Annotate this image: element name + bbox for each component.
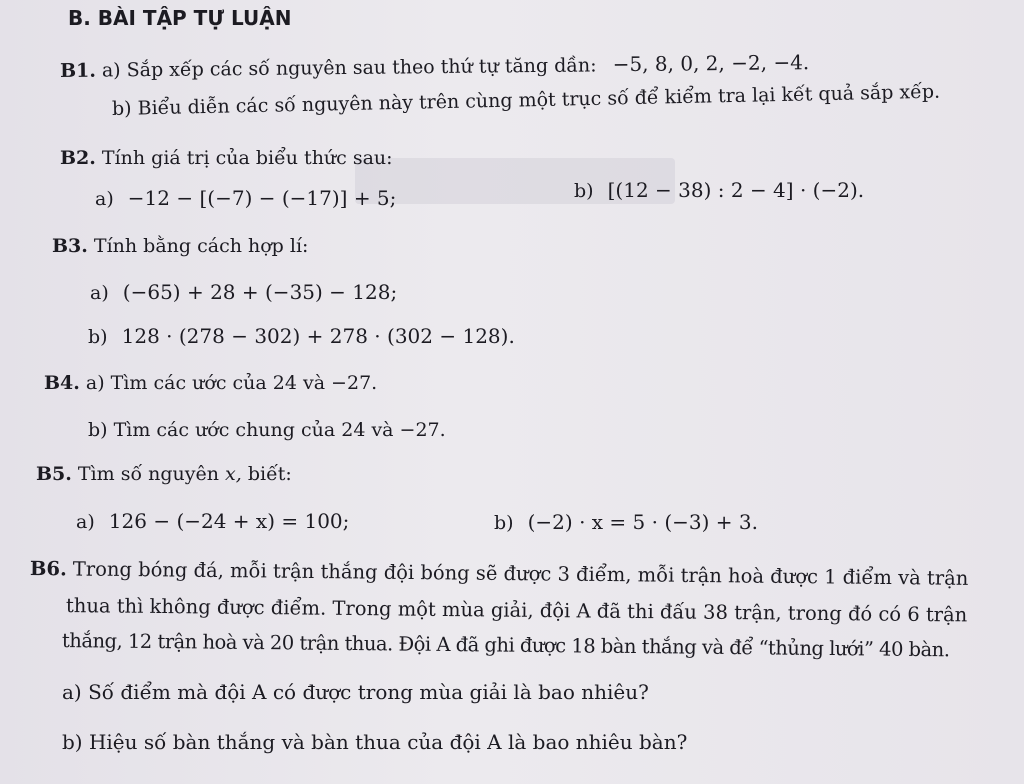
exercise-b2-a-expression: −12 − [(−7) − (−17)] + 5;	[127, 186, 397, 210]
exercise-b1-b: b) Biểu diễn các số nguyên này trên cùng một trục số để kiểm tra lại kết quả sắp xếp.	[111, 80, 941, 120]
exercise-b5-variable: x,	[225, 463, 242, 485]
exercise-b6-line1-text: Trong bóng đá, mỗi trận thắng đội bóng sẽ được 3 điểm, mỗi trận hoà được 1 điểm và trận	[72, 557, 969, 590]
exercise-b2-b-label: b)	[574, 180, 594, 202]
exercise-b4-label: B4.	[44, 372, 80, 394]
exercise-b3-a-expression: (−65) + 28 + (−35) − 128;	[122, 280, 398, 304]
exercise-b5-a	[76, 509, 349, 534]
exercise-b2-b	[574, 178, 864, 203]
exercise-b6-a: a) Số điểm mà đội A có được trong mùa giải là bao nhiêu?	[62, 680, 649, 704]
exercise-b4-a	[44, 371, 377, 395]
exercise-b4-a-text: a) Tìm các ước của 24 và −27.	[85, 372, 378, 394]
exercise-b6-line2: thua thì không được điểm. Trong một mùa giải, đội A đã thi đấu 38 trận, trong đó có 6 trận	[65, 594, 968, 627]
exercise-b3-b	[88, 324, 515, 349]
exercise-b5-a-expression: 126 − (−24 + x) = 100;	[108, 509, 350, 533]
exercise-b1-a-numbers: −5, 8, 0, 2, −2, −4.	[612, 50, 810, 77]
exercise-b5-b-expression: (−2) · x = 5 · (−3) + 3.	[527, 510, 758, 534]
exercise-b4-b: b) Tìm các ước chung của 24 và −27.	[88, 419, 446, 441]
exercise-b2-a-label: a)	[95, 188, 114, 210]
exercise-b5-intro-end: biết:	[247, 463, 292, 485]
exercise-b2-intro-text: Tính giá trị của biểu thức sau:	[101, 147, 393, 169]
exercise-b2-a	[95, 186, 396, 211]
exercise-b3-label: B3.	[52, 235, 88, 257]
exercise-b6-line3: thắng, 12 trận hoà và 20 trận thua. Đội A đã ghi được 18 bàn thắng và để “thủng lưới” 40 bàn.	[61, 629, 950, 662]
exercise-b3-a	[90, 280, 397, 305]
exercise-b1-label: B1.	[59, 59, 97, 82]
exercise-b1-a	[60, 50, 809, 83]
exercise-b6-line1	[30, 557, 969, 591]
exercise-b3-b-label: b)	[88, 326, 108, 348]
exercise-b5-intro	[36, 462, 292, 486]
exercise-b2-intro	[60, 146, 393, 170]
exercise-b2-b-expression: [(12 − 38) : 2 − 4] · (−2).	[607, 178, 865, 202]
exercise-b5-b-label: b)	[494, 512, 514, 534]
exercise-b5-intro-text: Tìm số nguyên	[77, 463, 219, 485]
exercise-b3-intro	[52, 234, 308, 258]
exercise-b2-label: B2.	[60, 147, 96, 169]
exercise-b5-a-label: a)	[76, 511, 95, 533]
exercise-b6-label: B6.	[29, 557, 67, 581]
exercise-b3-intro-text: Tính bằng cách hợp lí:	[93, 235, 309, 257]
exercise-b1-a-text: a) Sắp xếp các số nguyên sau theo thứ tự tăng dần:	[101, 54, 597, 82]
exercise-b3-a-label: a)	[90, 282, 109, 304]
exercise-b3-b-expression: 128 · (278 − 302) + 278 · (302 − 128).	[121, 324, 515, 348]
exercise-b5-label: B5.	[36, 463, 72, 485]
section-title: B. BÀI TẬP TỰ LUẬN	[68, 6, 292, 30]
exercise-b6-b: b) Hiệu số bàn thắng và bàn thua của đội A là bao nhiêu bàn?	[62, 730, 688, 754]
exercise-b5-b	[494, 510, 758, 535]
